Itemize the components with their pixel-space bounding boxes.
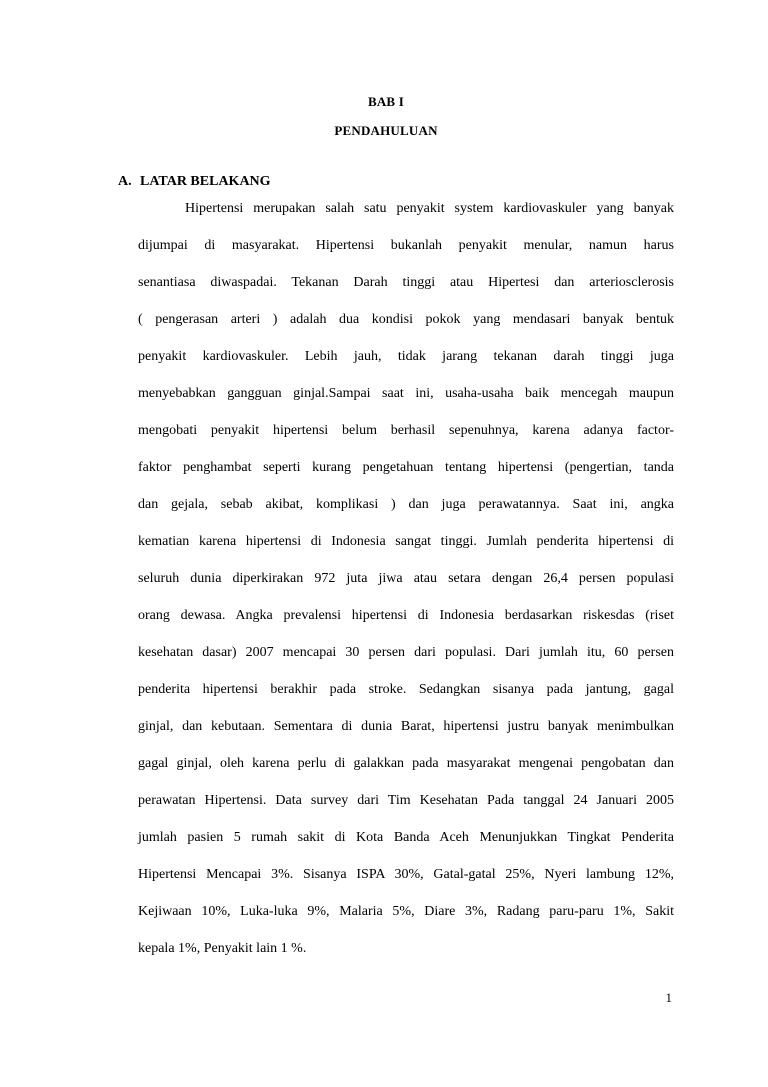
paragraph-line: mengobati penyakit hipertensi belum berhasil sepenuhnya, karena adanya factor- (138, 423, 674, 438)
paragraph-line: orang dewasa. Angka prevalensi hipertensi di Indonesia berdasarkan riskesdas (riset (138, 608, 674, 623)
paragraph-line: dan gejala, sebab akibat, komplikasi ) dan juga perawatannya. Saat ini, angka (138, 497, 674, 512)
paragraph-line: faktor penghambat seperti kurang pengetahuan tentang hipertensi (pengertian, tanda (138, 460, 674, 475)
paragraph-line: Hipertensi Mencapai 3%. Sisanya ISPA 30%, Gatal-gatal 25%, Nyeri lambung 12%, (138, 867, 674, 882)
paragraph-line: ( pengerasan arteri ) adalah dua kondisi pokok yang mendasari banyak bentuk (138, 312, 674, 327)
paragraph-line: jumlah pasien 5 rumah sakit di Kota Banda Aceh Menunjukkan Tingkat Penderita (138, 830, 674, 845)
paragraph-line: gagal ginjal, oleh karena perlu di galakkan pada masyarakat mengenai pengobatan dan (138, 756, 674, 771)
paragraph-line: Hipertensi merupakan salah satu penyakit system kardiovaskuler yang banyak (185, 201, 674, 216)
chapter-number: BAB I (367, 94, 405, 109)
section-marker: A. (118, 174, 132, 189)
paragraph-line: penderita hipertensi berakhir pada stroke. Sedangkan sisanya pada jantung, gagal (138, 682, 674, 697)
paragraph-line: ginjal, dan kebutaan. Sementara di dunia Barat, hipertensi justru banyak menimbulkan (138, 719, 674, 734)
paragraph-line: Kejiwaan 10%, Luka-luka 9%, Malaria 5%, Diare 3%, Radang paru-paru 1%, Sakit (138, 904, 674, 919)
paragraph-line: seluruh dunia diperkirakan 972 juta jiwa atau setara dengan 26,4 persen populasi (138, 571, 674, 586)
page-number: 1 (665, 990, 672, 1005)
paragraph-line: senantiasa diwaspadai. Tekanan Darah tinggi atau Hipertesi dan arteriosclerosis (138, 275, 674, 290)
chapter-title: PENDAHULUAN (334, 123, 438, 138)
section-title: LATAR BELAKANG (140, 174, 271, 189)
paragraph-line: penyakit kardiovaskuler. Lebih jauh, tidak jarang tekanan darah tinggi juga (138, 349, 674, 364)
paragraph-line: menyebabkan gangguan ginjal.Sampai saat ini, usaha-usaha baik mencegah maupun (138, 386, 674, 401)
paragraph-line: kematian karena hipertensi di Indonesia sangat tinggi. Jumlah penderita hipertensi di (138, 534, 674, 549)
paragraph-line: kepala 1%, Penyakit lain 1 %. (138, 941, 307, 956)
paragraph-line: dijumpai di masyarakat. Hipertensi bukanlah penyakit menular, namun harus (138, 238, 674, 253)
section-heading (118, 174, 271, 190)
paragraph-line: kesehatan dasar) 2007 mencapai 30 persen dari populasi. Dari jumlah itu, 60 persen (138, 645, 674, 660)
paragraph-line: perawatan Hipertensi. Data survey dari Tim Kesehatan Pada tanggal 24 Januari 2005 (138, 793, 674, 808)
